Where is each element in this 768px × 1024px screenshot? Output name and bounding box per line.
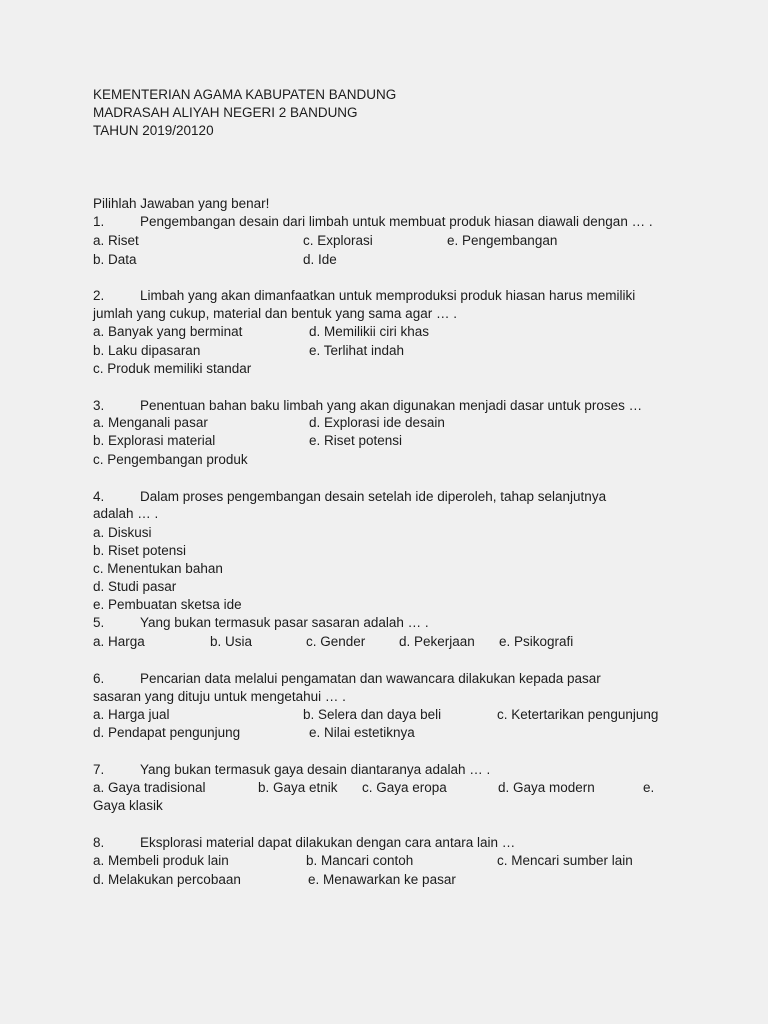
option-c: c. Menentukan bahan: [93, 561, 223, 576]
option-d: d. Memilikii ciri khas: [309, 324, 430, 339]
option-c: c. Mencari sumber lain: [497, 853, 633, 868]
question-text: Yang bukan termasuk pasar sasaran adalah … .: [140, 615, 429, 630]
option-b: b. Explorasi material: [93, 433, 216, 448]
option-a: a. Membeli produk lain: [93, 853, 229, 868]
option-a: a. Banyak yang berminat: [93, 324, 243, 339]
question-number: 1.: [93, 214, 105, 229]
option-a: a. Diskusi: [93, 525, 152, 540]
option-b: b. Gaya etnik: [258, 780, 338, 795]
question-text: Dalam proses pengembangan desain setelah ide diperoleh, tahap selanjutnya: [140, 489, 607, 504]
option-e-continued: Gaya klasik: [93, 798, 163, 813]
question-number: 8.: [93, 835, 105, 850]
question-text-continued: adalah … .: [93, 506, 159, 521]
question-number: 6.: [93, 671, 105, 686]
question-text: Yang bukan termasuk gaya desain diantaranya adalah … .: [140, 762, 491, 777]
option-c: c. Gender: [306, 634, 366, 649]
option-d: d. Explorasi ide desain: [309, 415, 445, 430]
question-text: Pengembangan desain dari limbah untuk membuat produk hiasan diawali dengan … .: [140, 214, 653, 229]
option-e: e. Menawarkan ke pasar: [308, 872, 456, 887]
question-text-continued: sasaran yang dituju untuk mengetahui … .: [93, 689, 346, 704]
option-e: e. Pengembangan: [447, 233, 558, 248]
option-e: e. Nilai estetiknya: [309, 725, 415, 740]
question-number: 3.: [93, 398, 105, 413]
option-e: e. Riset potensi: [309, 433, 403, 448]
option-c: c. Pengembangan produk: [93, 452, 248, 467]
option-b: b. Data: [93, 252, 137, 267]
option-a: a. Gaya tradisional: [93, 780, 206, 795]
option-d: d. Ide: [303, 252, 337, 267]
option-d: d. Pendapat pengunjung: [93, 725, 241, 740]
header-line-year: TAHUN 2019/20120: [93, 123, 214, 138]
option-b: b. Usia: [210, 634, 253, 649]
option-c: c. Explorasi: [303, 233, 373, 248]
question-text: Eksplorasi material dapat dilakukan dengan cara antara lain …: [140, 835, 516, 850]
option-b: b. Mancari contoh: [306, 853, 414, 868]
option-a: a. Menganali pasar: [93, 415, 208, 430]
option-c: c. Gaya eropa: [362, 780, 447, 795]
question-text: Limbah yang akan dimanfaatkan untuk memproduksi produk hiasan harus memiliki: [140, 288, 636, 303]
question-text: Pencarian data melalui pengamatan dan wawancara dilakukan kepada pasar: [140, 671, 601, 686]
header-line-school: MADRASAH ALIYAH NEGERI 2 BANDUNG: [93, 105, 358, 120]
header-line-ministry: KEMENTERIAN AGAMA KABUPATEN BANDUNG: [93, 87, 397, 102]
option-c: c. Ketertarikan pengunjung: [497, 707, 659, 722]
option-a: a. Harga jual: [93, 707, 170, 722]
question-text: Penentuan bahan baku limbah yang akan digunakan menjadi dasar untuk proses …: [140, 398, 643, 413]
option-e: e. Pembuatan sketsa ide: [93, 597, 242, 612]
option-d: d. Gaya modern: [498, 780, 595, 795]
option-e: e. Psikografi: [499, 634, 574, 649]
option-d: d. Melakukan percobaan: [93, 872, 241, 887]
option-e: e.: [643, 780, 655, 795]
instruction: Pilihlah Jawaban yang benar!: [93, 196, 270, 211]
option-a: a. Harga: [93, 634, 145, 649]
question-text-continued: jumlah yang cukup, material dan bentuk yang sama agar … .: [93, 306, 457, 321]
option-b: b. Laku dipasaran: [93, 343, 201, 358]
option-b: b. Riset potensi: [93, 543, 187, 558]
option-e: e. Terlihat indah: [309, 343, 405, 358]
option-c: c. Produk memiliki standar: [93, 361, 252, 376]
option-d: d. Studi pasar: [93, 579, 177, 594]
question-number: 2.: [93, 288, 105, 303]
option-a: a. Riset: [93, 233, 139, 248]
question-number: 7.: [93, 762, 105, 777]
question-number: 5.: [93, 615, 105, 630]
question-number: 4.: [93, 489, 105, 504]
option-d: d. Pekerjaan: [399, 634, 475, 649]
option-b: b. Selera dan daya beli: [303, 707, 442, 722]
